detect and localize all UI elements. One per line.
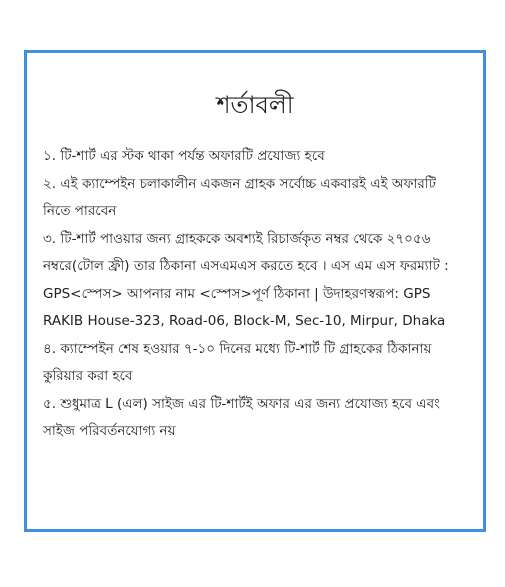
terms-list (43, 143, 467, 446)
terms-title: শর্তাবলী (216, 91, 294, 119)
terms-card (24, 50, 486, 532)
term-item-4: ৪. ক্যাম্পেইন শেষ হওয়ার ৭-১০ দিনের মধ্যে টি-শার্ট টি গ্রাহকের ঠিকানায় কুরিয়ার করা হবে (43, 340, 432, 384)
term-item-3: ৩. টি-শার্ট পাওয়ার জন্য গ্রাহককে অবশ্যই রিচার্জকৃত নম্বর থেকে ২৭০৫৬ নম্বরে(টোল ফ্রী) তার ঠিকানা এসএমএস করতে হবে । এস এম এস ফরম্যাট : GPS<স্পেস> আপনার নাম <স্পেস>পূর্ণ ঠিকানা | উদাহরণস্বরূপ: GPS RAKIB House-323, Road-06, Block-M, Sec-10, Mirpur, Dhaka (43, 230, 449, 329)
term-item-2: ২. এই ক্যাম্পেইন চলাকালীন একজন গ্রাহক সর্বোচ্চ একবারই এই অফারটি নিতে পারবেন (43, 175, 437, 219)
term-item-5: ৫. শুধুমাত্র L (এল) সাইজ এর টি-শার্টই অফার এর জন্য প্রযোজ্য হবে এবং সাইজ পরিবর্তনযোগ্য নয় (43, 395, 440, 439)
term-item-1: ১. টি-শার্ট এর স্টক থাকা পর্যন্ত অফারটি প্রযোজ্য হবে (43, 148, 325, 164)
